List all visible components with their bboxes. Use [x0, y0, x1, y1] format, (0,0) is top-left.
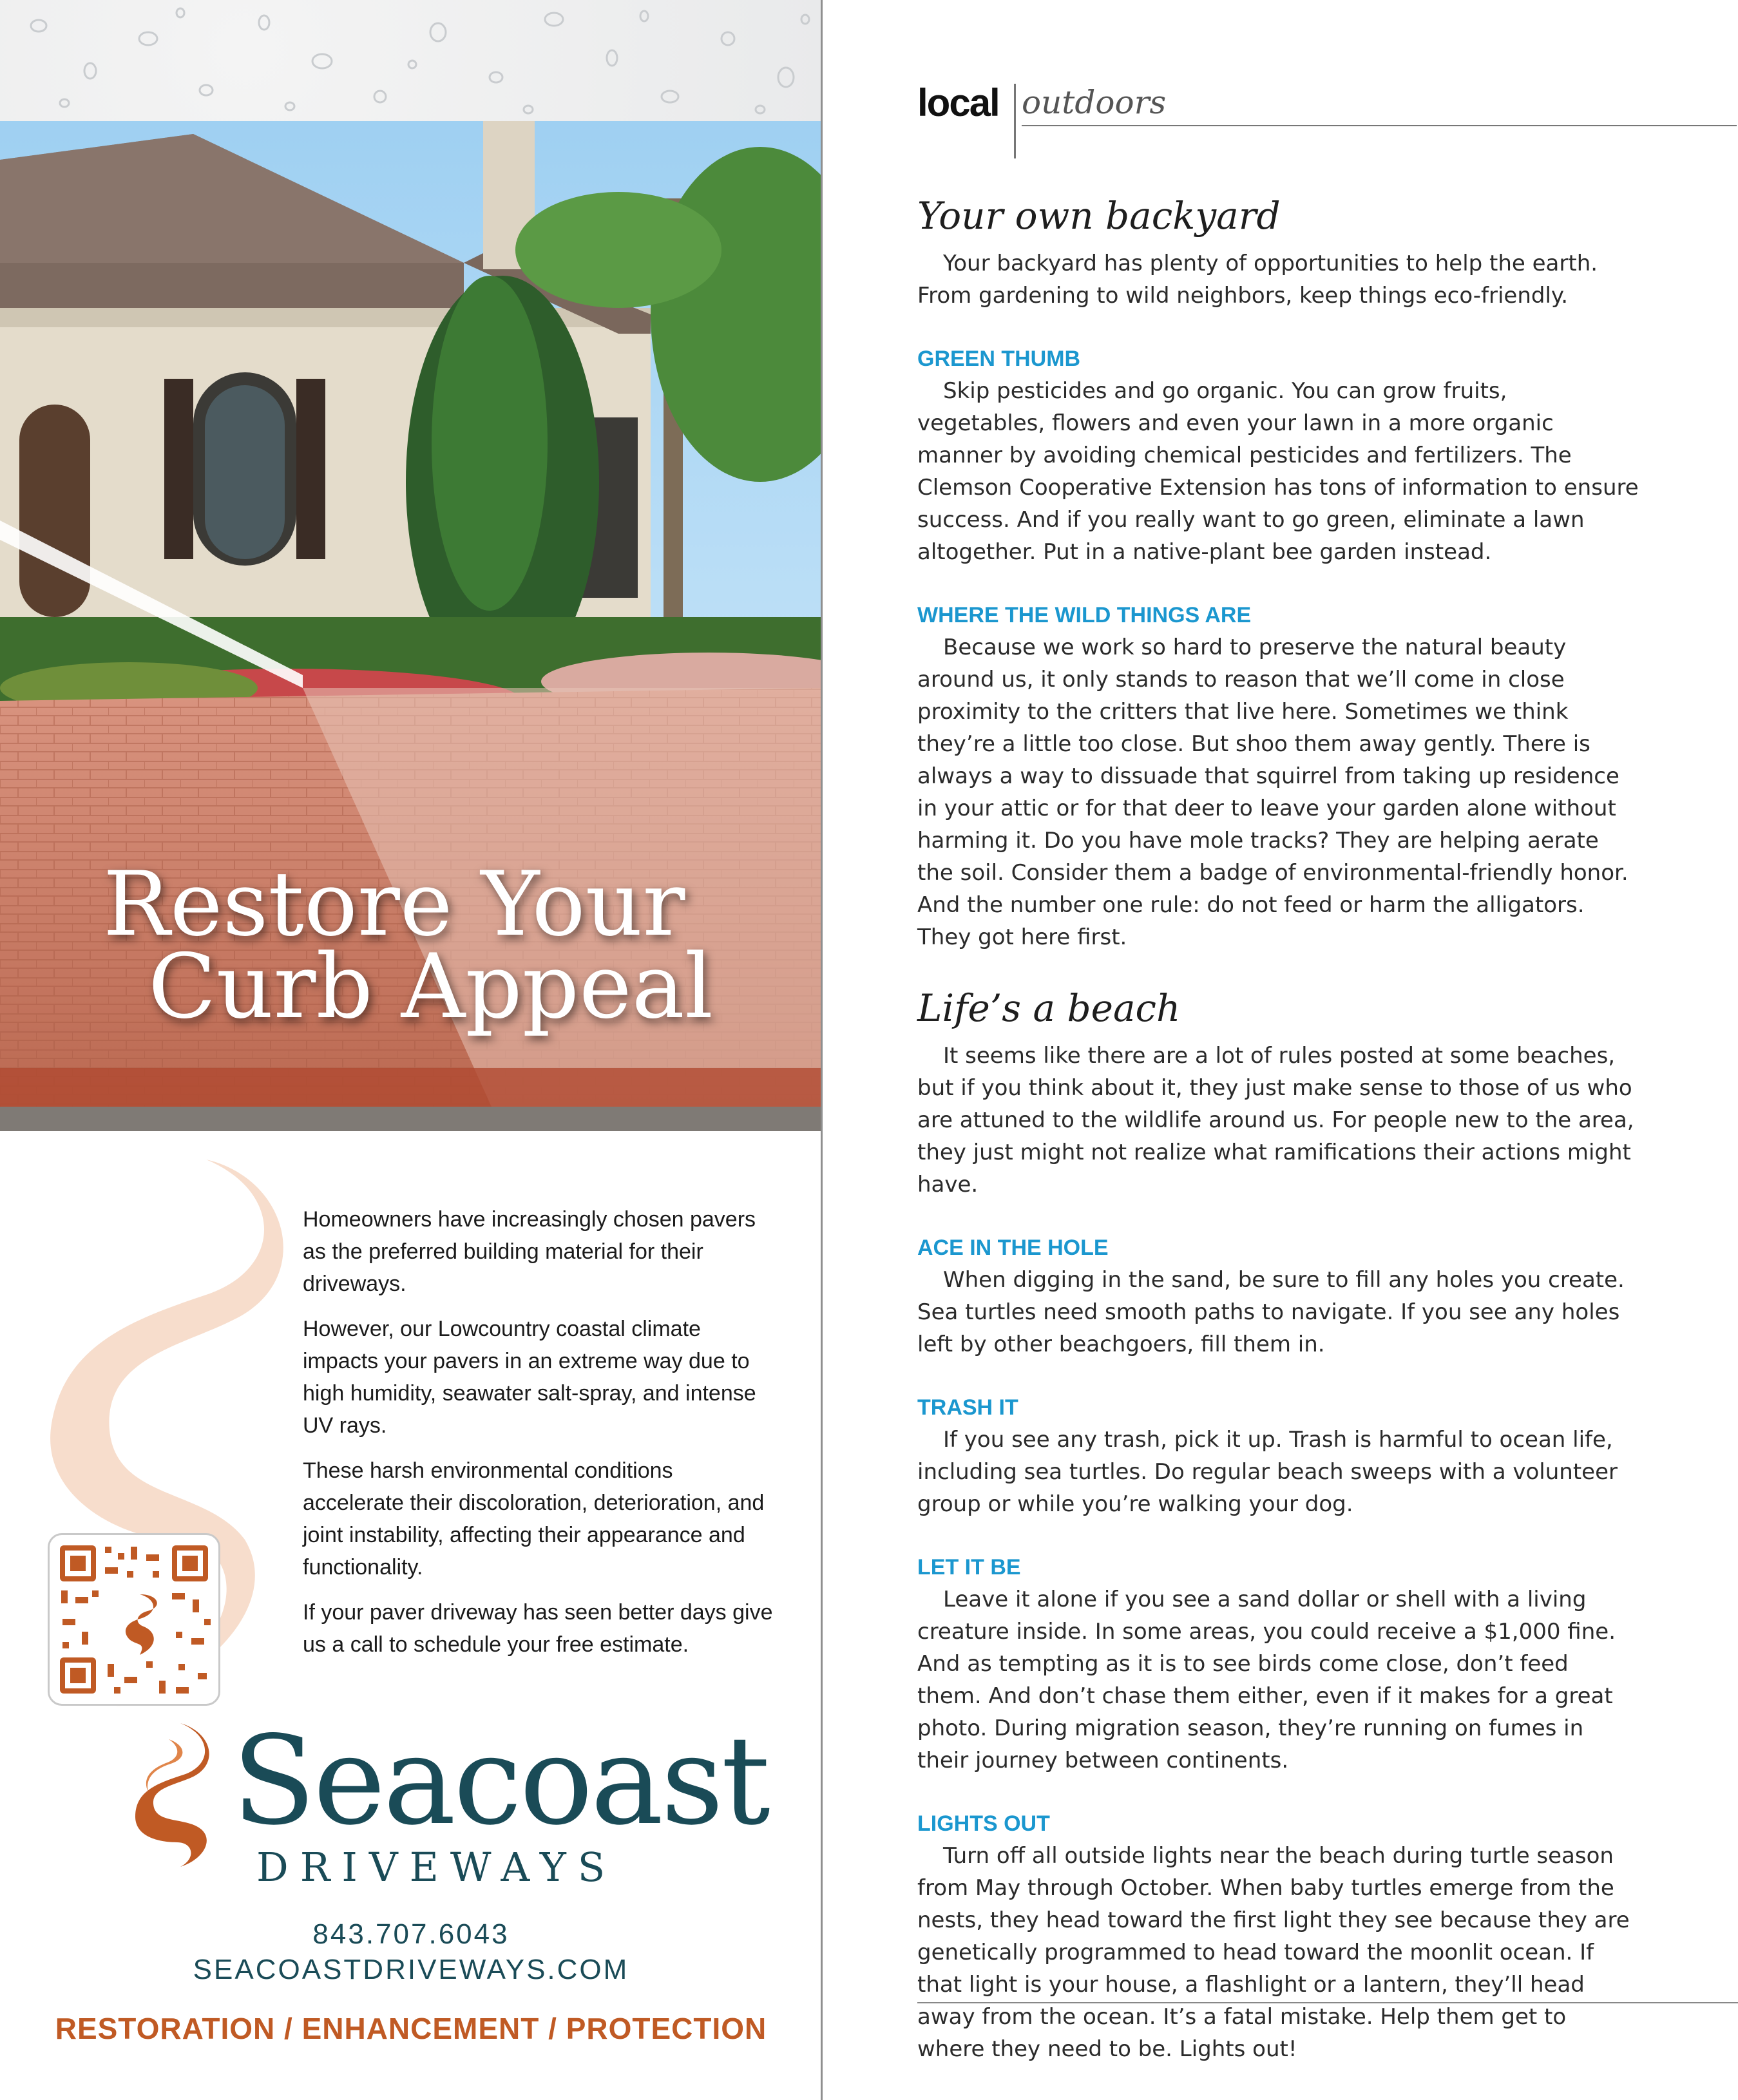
subsection-heading: TRASH IT [917, 1395, 1018, 1420]
article-body [917, 193, 1639, 2065]
masthead-local-logo: local [917, 81, 999, 124]
ad-paragraph: If your paver driveway has seen better days give us a call to schedule your free estimate. [303, 1600, 773, 1657]
subsection-text: Because we work so hard to preserve the natural beauty around us, it only stands to reason that we’ll come in close proximity to the critters that live here. Sometimes we think they’re a little too close. But shoo them away gently. There is always a way to dissuade that squirrel from taking up residence in your attic or for that deer to leave your garden alone without harming it. Do you have mole tracks? They are helping aerate the soil. Consider them a badge of environmental-friendly honor. And the number one rule: do not feed or harm the alligators. They got here first. [917, 635, 1628, 950]
subsection-text: Skip pesticides and go organic. You can grow fruits, vegetables, flowers and even your lawn in a more organic manner by avoiding chemical pesticides and fertilizers. The Clemson Cooperative Extension has tons of information to ensure success. And if you really want to go green, eliminate a lawn altogether. Put in a native-plant bee garden instead. [917, 378, 1639, 565]
subsection-heading: ACE IN THE HOLE [917, 1236, 1109, 1260]
ad-headline [103, 852, 747, 1038]
masthead-divider [1014, 84, 1016, 158]
seacoast-logo-icon [122, 1720, 219, 1868]
section-intro: It seems like there are a lot of rules posted at some beaches, but if you think about it, they just make sense to those of us who are attuned to the wildlife around us. For people new to the area, they just might not realize what ramifications their actions might have. [917, 1043, 1634, 1198]
subsection-text: If you see any trash, pick it up. Trash is harmful to ocean life, including sea turtles. Do regular beach sweeps with a volunteer group or while you’re walking your dog. [917, 1427, 1618, 1517]
headline-line-2: Curb Appeal [148, 935, 714, 1038]
article-end-rule [917, 2002, 1738, 2003]
subsection-text: When digging in the sand, be sure to fill any holes you create. Sea turtles need smooth paths to navigate. If you see any holes left by other beachgoers, fill them in. [917, 1267, 1625, 1357]
ad-paragraph: These harsh environmental conditions accelerate their discoloration, deterioration, and joint instability, affecting their appearance and functionality. [303, 1458, 765, 1580]
qr-code-icon [50, 1535, 218, 1704]
water-droplets-banner [0, 0, 822, 122]
masthead-section-name: outdoors [1022, 84, 1167, 121]
phone-number[interactable]: 843.707.6043 [312, 1918, 510, 1950]
droplets-illustration [0, 0, 822, 122]
headline-line-1: Restore Your [103, 852, 685, 956]
ad-tagline: RESTORATION / ENHANCEMENT / PROTECTION [55, 2012, 767, 2045]
ad-paragraph: However, our Lowcountry coastal climate impacts your pavers in an extreme way due to high humidity, seawater salt-spray, and intense UV rays. [303, 1317, 756, 1438]
subsection-text: Turn off all outside lights near the beach during turtle season from May through October. When baby turtles emerge from the nests, they head toward the first light they see because they are genetically programmed to head toward the moonlit ocean. If that light is your house, a flashlight or a lantern, they’ll head away from the ocean. It’s a fatal mistake. Help them get to where they need to be. Lights out! [917, 1843, 1630, 2062]
seacoast-advertisement [0, 0, 822, 2100]
brand-name: Seacoast [232, 1710, 768, 1852]
subsection-heading: LIGHTS OUT [917, 1811, 1050, 1836]
subsection-text: Leave it alone if you see a sand dollar or shell with a living creature inside. In some areas, you could receive a $1,000 fine. And as tempting as it is to see birds come close, don’t feed them. And don’t chase them either, even if it makes for a great photo. During migration season, they’re running on fumes in their journey between continents. [917, 1587, 1616, 1773]
section-intro: Your backyard has plenty of opportunities to help the earth. From gardening to wild neighbors, keep things eco-friendly. [917, 251, 1598, 309]
qr-code[interactable] [48, 1533, 220, 1706]
subsection-heading: LET IT BE [917, 1555, 1021, 1580]
subsection-heading: WHERE THE WILD THINGS ARE [917, 603, 1252, 627]
section-title: Life’s a beach [917, 986, 1181, 1030]
section-title: Your own backyard [917, 194, 1281, 238]
ad-body-copy [303, 1203, 779, 1674]
outdoors-article [917, 0, 1738, 2100]
website-link[interactable]: SEACOASTDRIVEWAYS.COM [193, 1954, 629, 1985]
page-gutter-divider [821, 0, 823, 2100]
subsection-heading: GREEN THUMB [917, 347, 1081, 371]
masthead-rule [1022, 125, 1737, 126]
section-spacer [917, 953, 1639, 986]
ad-paragraph: Homeowners have increasingly chosen pavers as the preferred building material for their driveways. [303, 1207, 756, 1296]
brand-subtitle: DRIVEWAYS [256, 1844, 617, 1891]
